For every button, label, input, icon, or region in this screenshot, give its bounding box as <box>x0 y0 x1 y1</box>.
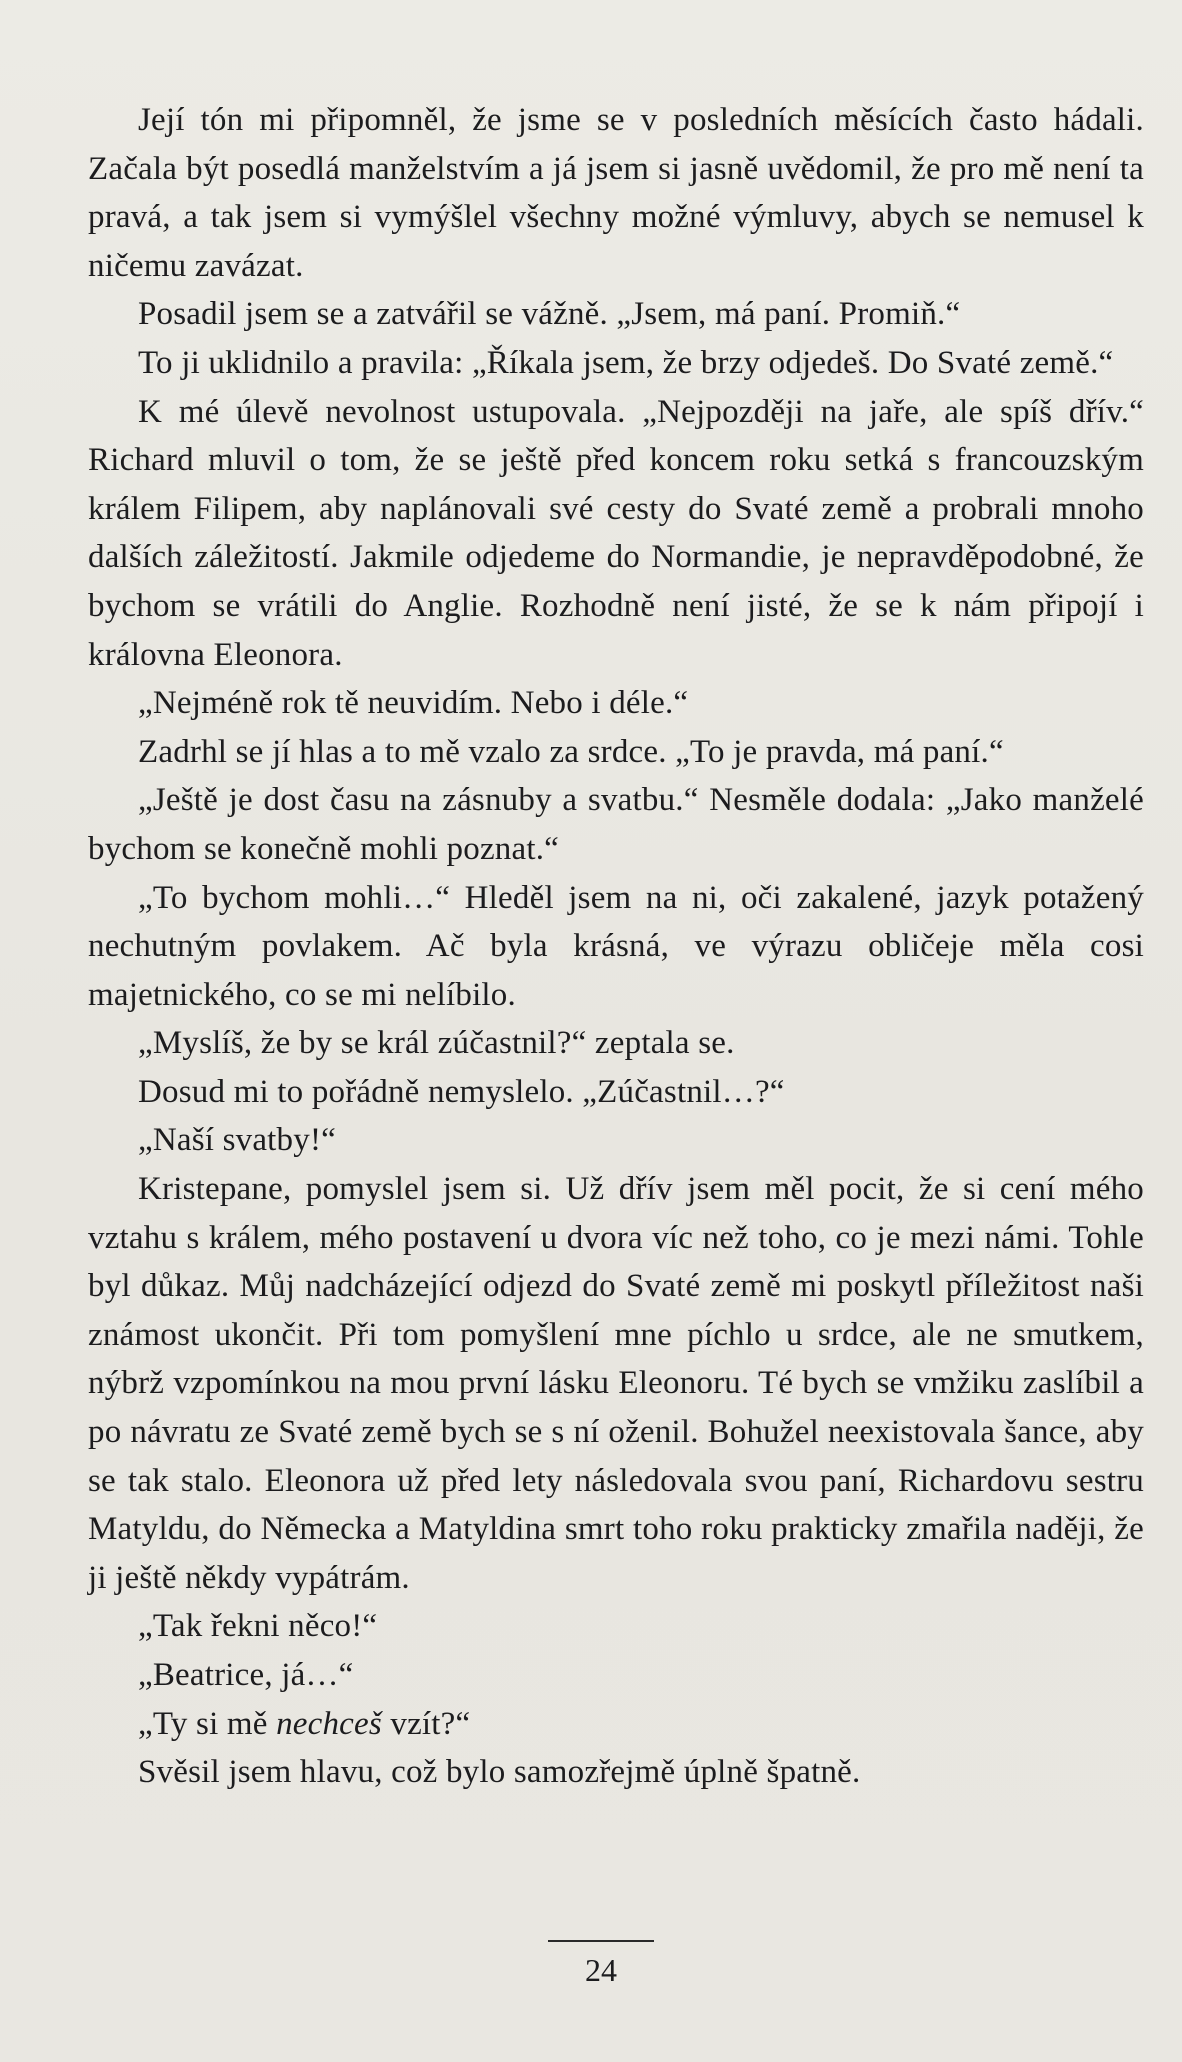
paragraph: Kristepane, pomyslel jsem si. Už dřív jsem měl pocit, že si cení mého vztahu s králem, mého postavení u dvora víc než toho, co je mezi námi. Tohle byl důkaz. Můj nadcházející odjezd do Svaté země mi poskytl příležitost naši známost ukončit. Při tom pomyšlení mne píchlo u srdce, ale ne smutkem, nýbrž vzpomínkou na mou první lásku Eleonoru. Té bych se vmžiku zaslíbil a po návratu ze Svaté země bych se s ní oženil. Bohužel neexistovala šance, aby se tak stalo. Eleonora už před lety následovala svou paní, Richardovu sestru Matyldu, do Německa a Matyldina smrt toho roku prakticky zmařila naději, že ji ještě někdy vypátrám. <box>88 1171 1144 1596</box>
paragraph: „Nejméně rok tě neuvidím. Nebo i déle.“ <box>138 685 689 722</box>
paragraph: „Beatrice, já…“ <box>138 1657 354 1693</box>
paragraph: K mé úlevě nevolnost ustupovala. „Nejpozději na jaře, ale spíš dřív.“ Richard mluvil o tom, že se ještě před koncem roku setká s francouzským králem Filipem, aby naplánovali své cesty do Svaté země a probrali mnoho dalších záležitostí. Jakmile odjedeme do Normandie, je nepravděpodobné, že bychom se vrátili do Anglie. Rozhodně není jisté, že se k nám připojí i královna Eleonora. <box>88 393 1144 673</box>
paragraph: Posadil jsem se a zatvářil se vážně. „Jsem, má paní. Promiň.“ <box>138 296 961 333</box>
paragraph: Svěsil jsem hlavu, což bylo samozřejmě úplně špatně. <box>138 1754 861 1791</box>
body-text <box>88 96 1144 1797</box>
paragraph: „To bychom mohli…“ Hleděl jsem na ni, oči zakalené, jazyk potažený nechutným povlakem. Ač byla krásná, ve výrazu obličeje měla cosi majetnického, co se mi nelíbilo. <box>88 879 1144 1013</box>
page-number: 24 <box>585 1952 617 1988</box>
paragraph: Zadrhl se jí hlas a to mě vzalo za srdce. „To je pravda, má paní.“ <box>138 733 1004 770</box>
paragraph: „Ještě je dost času na zásnuby a svatbu.“ Nesměle dodala: „Jako manželé bychom se konečně mohli poznat.“ <box>88 782 1144 867</box>
text-run: vzít?“ <box>381 1705 471 1742</box>
footer-rule <box>548 1940 654 1942</box>
paragraph-with-emphasis <box>88 1700 1144 1749</box>
paragraph: Její tón mi připomněl, že jsme se v posledních měsících často hádali. Začala být posedlá manželstvím a já jsem si jasně uvědomil, že pro mě není ta pravá, a tak jsem si vymýšlel všechny možné výmluvy, abych se nemusel k ničemu zavázat. <box>88 102 1144 284</box>
paragraph: „Naší svatby!“ <box>138 1122 336 1159</box>
paragraph: „Myslíš, že by se král zúčastnil?“ zeptala se. <box>138 1025 735 1062</box>
paragraph: Dosud mi to pořádně nemyslelo. „Zúčastnil…?“ <box>138 1073 785 1110</box>
emphasized-word: nechceš <box>276 1705 382 1742</box>
paragraph: „Tak řekni něco!“ <box>138 1608 378 1645</box>
text-run: „Ty si mě <box>138 1705 277 1742</box>
paragraph: To ji uklidnilo a pravila: „Říkala jsem, že brzy odjedeš. Do Svaté země.“ <box>138 344 1114 381</box>
